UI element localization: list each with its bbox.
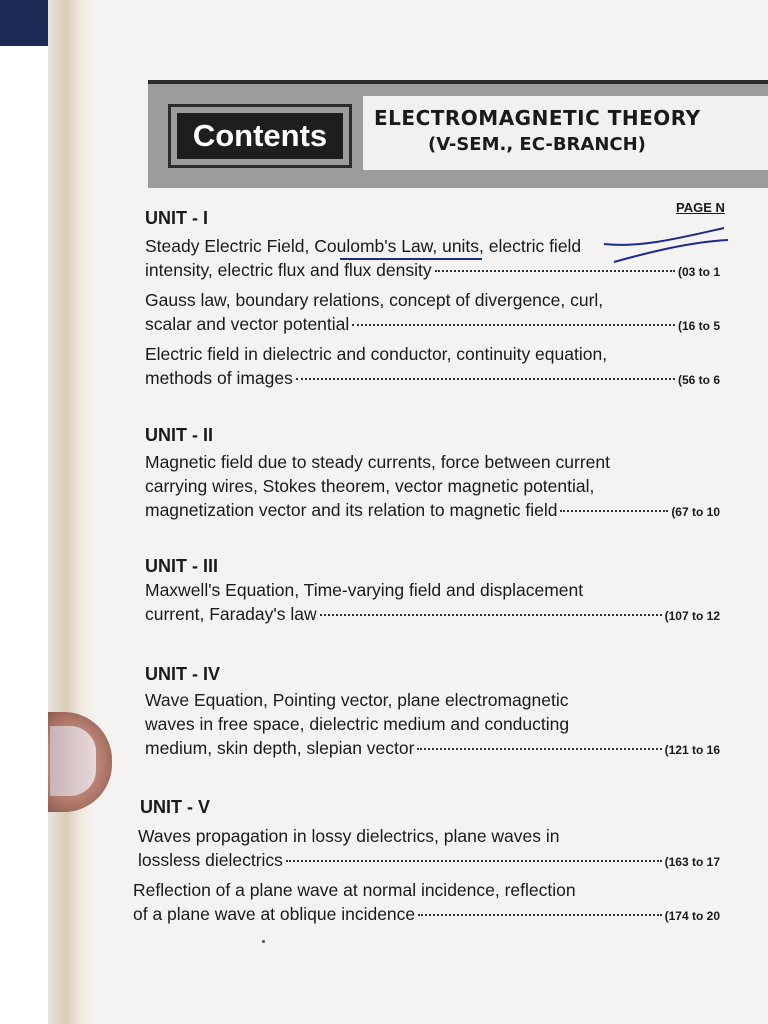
thumbnail [50, 726, 96, 796]
book-subtitle: (V-SEM., EC-BRANCH) [428, 134, 646, 155]
entry-line: current, Faraday's law [145, 604, 317, 624]
entry-line: of a plane wave at oblique incidence [133, 904, 416, 924]
entry-line: Gauss law, boundary relations, concept of divergence, curl, [145, 290, 604, 310]
entry-line: Magnetic field due to steady currents, force between current [145, 452, 610, 472]
entry-line: waves in free space, dielectric medium and conducting [145, 714, 570, 734]
contents-title: Contents [192, 118, 328, 153]
entry-line: scalar and vector potential [145, 314, 350, 334]
entry-line: Waves propagation in lossy dielectrics, plane waves in [138, 826, 560, 846]
page-range: (107 to 12 [664, 609, 720, 623]
toc-entry[interactable] [145, 578, 720, 628]
unit-heading: UNIT - I [145, 208, 208, 228]
pen-underline [340, 258, 482, 260]
book-title: ELECTROMAGNETIC THEORY [374, 106, 701, 130]
page-range: (56 to 6 [677, 373, 720, 387]
entry-line: lossless dielectrics [138, 850, 283, 870]
unit-heading: UNIT - V [140, 797, 210, 817]
dot-leader [320, 614, 662, 616]
page-range: (121 to 16 [664, 743, 720, 757]
toc-entry[interactable] [133, 878, 720, 928]
entry-line: Wave Equation, Pointing vector, plane electromagnetic [145, 690, 569, 710]
unit-heading: UNIT - II [145, 425, 213, 445]
unit-heading: UNIT - III [145, 556, 218, 576]
entry-line: Maxwell's Equation, Time-varying field and displacement [145, 580, 584, 600]
dot-leader [286, 860, 662, 862]
toc-entry[interactable] [145, 288, 720, 338]
page-range: (174 to 20 [664, 909, 720, 923]
dot-leader [296, 378, 675, 380]
page-range: (03 to 1 [677, 265, 720, 279]
background [0, 0, 48, 1024]
dot-leader [435, 270, 675, 272]
entry-line: Reflection of a plane wave at normal incidence, reflection [133, 880, 576, 900]
entry-line: medium, skin depth, slepian vector [145, 738, 415, 758]
contents-badge-inner [177, 113, 343, 159]
toc-entry[interactable] [138, 824, 720, 874]
entry-line: methods of images [145, 368, 293, 388]
dot-leader [417, 748, 661, 750]
toc-entry[interactable] [145, 342, 720, 392]
entry-line: carrying wires, Stokes theorem, vector magnetic potential, [145, 476, 595, 496]
page-column-label: PAGE N [676, 200, 725, 215]
entry-line: magnetization vector and its relation to magnetic field [145, 500, 558, 520]
toc-entry[interactable] [145, 688, 720, 762]
contents-badge [168, 104, 352, 168]
page-range: (16 to 5 [677, 319, 720, 333]
dot-leader [560, 510, 668, 512]
page-edge [48, 0, 94, 1024]
unit-heading: UNIT - IV [145, 664, 220, 684]
dot-leader [352, 324, 675, 326]
contents-header-banner [148, 80, 768, 188]
entry-line: intensity, electric flux and flux density [145, 260, 432, 280]
page-range: (67 to 10 [671, 505, 720, 519]
page-range: (163 to 17 [664, 855, 720, 869]
ink-speck [262, 940, 265, 943]
entry-line: Electric field in dielectric and conductor, continuity equation, [145, 344, 608, 364]
dot-leader [418, 914, 661, 916]
toc-entry[interactable] [145, 450, 720, 524]
pen-scribble [600, 222, 730, 270]
entry-line: Steady Electric Field, Coulomb's Law, units, electric field [145, 236, 582, 256]
